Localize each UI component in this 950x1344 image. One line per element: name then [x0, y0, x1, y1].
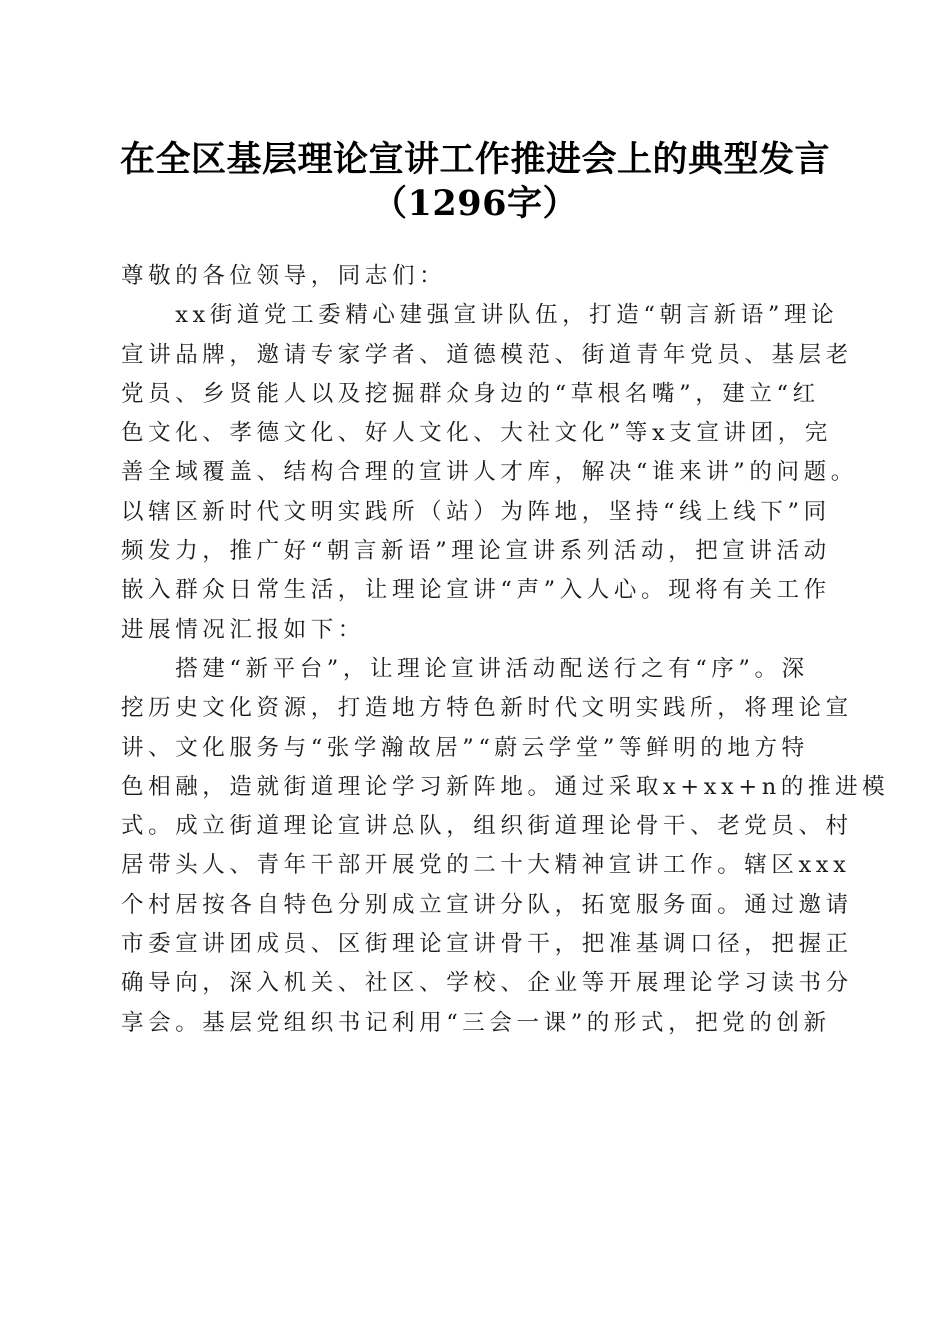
document-title: 在全区基层理论宣讲工作推进会上的典型发言 [119, 139, 830, 180]
text-line: 确导向，深入机关、社区、学校、企业等开展理论学习读书分 [121, 970, 853, 997]
text-line: 搭建“新平台”，让理论宣讲活动配送行之有“序”。深 [121, 655, 809, 682]
text-line: 居带头人、青年干部开展党的二十大精神宣讲工作。辖区xxx [121, 852, 851, 879]
text-line: 以辖区新时代文明实践所（站）为阵地，坚持“线上线下”同 [121, 498, 831, 525]
text-line: 挖历史文化资源，打造地方特色新时代文明实践所，将理论宣 [121, 695, 853, 722]
text-line: 嵌入群众日常生活，让理论宣讲“声”入人心。现将有关工作 [121, 577, 831, 604]
document-body [121, 257, 890, 1043]
text-line: 宣讲品牌，邀请专家学者、道德模范、街道青年党员、基层老 [121, 341, 853, 368]
text-line: 色文化、孝德文化、好人文化、大社文化”等x支宣讲团，完 [121, 420, 832, 447]
text-line: 色相融，造就街道理论学习新阵地。通过采取x+xx+n的推进模 [121, 773, 890, 800]
text-line: 个村居按各自特色分别成立宣讲分队，拓宽服务面。通过邀请 [121, 891, 853, 918]
text-line: 式。成立街道理论宣讲总队，组织街道理论骨干、老党员、村 [121, 813, 853, 840]
document-subtitle-word-count: （1296字） [372, 183, 578, 224]
text-line: 党员、乡贤能人以及挖掘群众身边的“草根名嘴”，建立“红 [121, 380, 820, 407]
text-line: 市委宣讲团成员、区街理论宣讲骨干，把准基调口径，把握正 [121, 931, 853, 958]
text-line: 进展情况汇报如下： [121, 616, 365, 643]
salutation: 尊敬的各位领导，同志们： [121, 263, 447, 289]
text-line: 讲、文化服务与“张学瀚故居”“蔚云学堂”等鲜明的地方特 [121, 734, 809, 761]
text-line: 享会。基层党组织书记利用“三会一课”的形式，把党的创新 [121, 1009, 831, 1036]
text-line: xx街道党工委精心建强宣讲队伍，打造“朝言新语”理论 [121, 302, 839, 329]
text-line: 善全域覆盖、结构合理的宣讲人才库，解决“谁来讲”的问题。 [121, 459, 858, 486]
text-line: 频发力，推广好“朝言新语”理论宣讲系列活动，把宣讲活动 [121, 538, 831, 565]
